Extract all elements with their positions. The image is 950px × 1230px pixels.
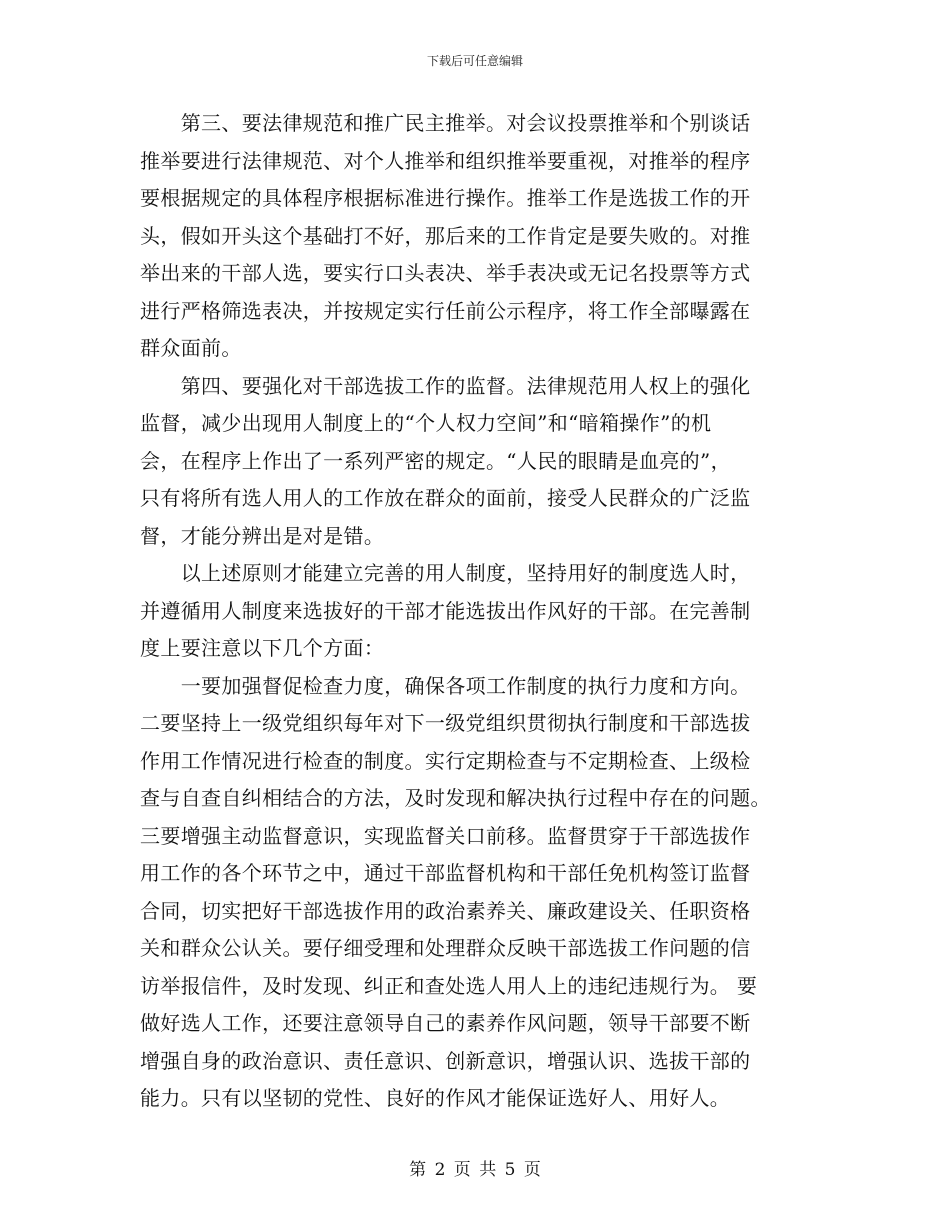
text-line: 举出来的干部人选，要实行口头表决、举手表决或无记名投票等方式 xyxy=(140,261,751,285)
text-line: 第四、要强化对干部选拔工作的监督。法律规范用人权上的强化 xyxy=(140,373,751,398)
text-line: 进行严格筛选表决，并按规定实行任前公示程序，将工作全部曝露在 xyxy=(140,298,751,323)
text-line: 群众面前。 xyxy=(140,336,242,360)
text-line: 并遵循用人制度来选拔好的干部才能选拔出作风好的干部。在完善制 xyxy=(140,598,751,623)
text-line: 头，假如开头这个基础打不好，那后来的工作肯定是要失败的。对推 xyxy=(140,223,751,248)
text-line: 会，在程序上作出了一系列严密的规定。“人民的眼睛是血亮的”， xyxy=(140,448,731,473)
text-line: 以上述原则才能建立完善的用人制度，坚持用好的制度选人时， xyxy=(140,561,751,585)
text-line: 度上要注意以下几个方面： xyxy=(140,636,385,660)
text-line: 合同，切实把好干部选拔作用的政治素养关、廉政建设关、任职资格 xyxy=(140,898,751,923)
text-line: 第三、要法律规范和推广民主推举。对会议投票推举和个别谈话 xyxy=(140,111,751,135)
text-line: 只有将所有选人用人的工作放在群众的面前，接受人民群众的广泛监 xyxy=(140,486,751,510)
page-header: 下载后可任意编辑 xyxy=(426,54,523,68)
page-number-footer: 第 2 页 共 5 页 xyxy=(409,1160,541,1180)
text-line: 访举报信件，及时发现、纠正和查处选人用人上的违纪违规行为。 要 xyxy=(140,973,758,998)
text-line: 增强自身的政治意识、责任意识、创新意识，增强认识、选拔干部的 xyxy=(140,1048,751,1073)
text-line: 一要加强督促检查力度，确保各项工作制度的执行力度和方向。 xyxy=(140,673,751,698)
text-line: 关和群众公认关。要仔细受理和处理群众反映干部选拔工作问题的信 xyxy=(140,936,751,960)
text-line: 作用工作情况进行检查的制度。实行定期检查与不定期检查、上级检 xyxy=(140,748,751,773)
text-line: 做好选人工作，还要注意领导自己的素养作风问题，领导干部要不断 xyxy=(140,1011,751,1035)
text-line: 能力。只有以坚韧的党性、良好的作风才能保证选好人、用好人。 xyxy=(140,1086,731,1110)
text-line: 督，才能分辨出是对是错。 xyxy=(140,523,385,548)
text-line: 三要增强主动监督意识，实现监督关口前移。监督贯穿于干部选拔作 xyxy=(140,823,751,848)
text-line: 用工作的各个环节之中，通过干部监督机构和干部任免机构签订监督 xyxy=(140,861,751,885)
text-line: 推举要进行法律规范、对个人推举和组织推举要重视，对推举的程序 xyxy=(140,148,751,173)
text-line: 监督，减少出现用人制度上的“个人权力空间”和“暗箱操作”的机 xyxy=(140,411,712,435)
text-line: 要根据规定的具体程序根据标准进行操作。推举工作是选拔工作的开 xyxy=(140,186,751,210)
text-line: 查与自查自纠相结合的方法，及时发现和解决执行过程中存在的问题。 xyxy=(140,786,771,810)
text-line: 二要坚持上一级党组织每年对下一级党组织贯彻执行制度和干部选拔 xyxy=(140,711,751,735)
document-body xyxy=(140,105,812,1118)
